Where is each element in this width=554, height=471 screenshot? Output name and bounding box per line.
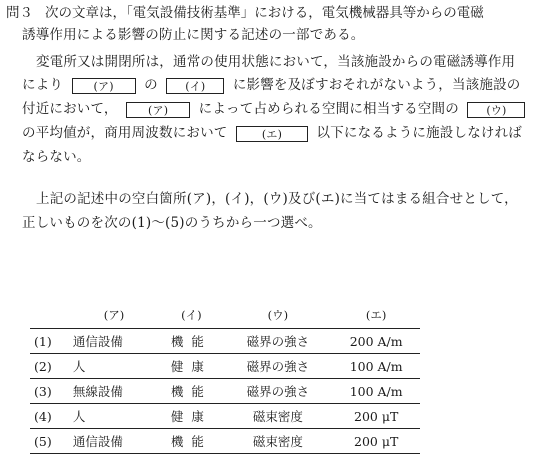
choice-number: (2) <box>30 354 69 379</box>
table-row[interactable] <box>30 329 420 354</box>
question-line-2: 誘導作用による影響の防止に関する記述の一部である。 <box>22 27 365 43</box>
cell-a: 無線設備 <box>69 379 159 404</box>
cell-e: 100 A/m <box>332 354 420 379</box>
cell-u: 磁束密度 <box>224 404 333 429</box>
cell-e: 100 A/m <box>332 379 420 404</box>
question-number: 問３ <box>6 5 33 21</box>
passage-line-5: ならない。 <box>22 149 91 165</box>
choice-number: (1) <box>30 329 69 354</box>
cell-a: 通信設備 <box>69 329 159 354</box>
passage-text: により <box>22 77 64 93</box>
question-line-1: 次の文章は，「電気設備技術基準」における，電気機械器具等からの電磁 <box>45 5 484 21</box>
table-row[interactable] <box>30 404 420 429</box>
answer-choices-table <box>30 302 420 454</box>
choice-number: (3) <box>30 379 69 404</box>
table-row[interactable] <box>30 379 420 404</box>
passage-text: 付近において， <box>22 101 118 117</box>
header-cell: (イ) <box>159 302 223 329</box>
passage-text: の <box>144 77 158 93</box>
passage-line-4 <box>22 124 522 142</box>
blank-u: (ウ) <box>467 102 525 118</box>
blank-a: (ア) <box>72 78 136 94</box>
table-header-row <box>30 302 420 329</box>
choice-number: (5) <box>30 429 69 454</box>
header-cell: (エ) <box>332 302 420 329</box>
cell-i: 健康 <box>159 404 223 429</box>
blank-i: (イ) <box>166 78 224 94</box>
header-cell <box>30 302 69 329</box>
instruction-line-1: 上記の記述中の空白箇所(ア)，(イ)，(ウ)及び(エ)に当てはまる組合せとして， <box>36 191 518 207</box>
passage-line-2 <box>22 76 521 94</box>
blank-e: (エ) <box>236 126 308 142</box>
cell-u: 磁界の強さ <box>224 329 333 354</box>
cell-a: 人 <box>69 404 159 429</box>
choice-number: (4) <box>30 404 69 429</box>
blank-a: (ア) <box>126 102 190 118</box>
cell-i: 機能 <box>159 429 223 454</box>
table-row[interactable] <box>30 429 420 454</box>
cell-a: 通信設備 <box>69 429 159 454</box>
cell-i: 機能 <box>159 379 223 404</box>
question-header <box>6 4 484 22</box>
passage-line-3 <box>22 100 529 118</box>
cell-u: 磁束密度 <box>224 429 333 454</box>
passage-text: に影響を及ぼすおそれがないよう，当該施設の <box>232 77 521 93</box>
instruction-line-2: 正しいものを次の(1)～(5)のうちから一つ選べ。 <box>22 215 322 231</box>
cell-e: 200 A/m <box>332 329 420 354</box>
passage-line-1: 変電所又は開閉所は，通常の使用状態において，当該施設からの電磁誘導作用 <box>36 54 516 70</box>
table-row[interactable] <box>30 354 420 379</box>
passage-text: によって占められる空間に相当する空間の <box>198 101 459 117</box>
cell-u: 磁界の強さ <box>224 354 333 379</box>
cell-i: 健康 <box>159 354 223 379</box>
header-cell: (ア) <box>69 302 159 329</box>
passage-text: の平均値が，商用周波数において <box>22 125 228 141</box>
passage-text: 以下になるように施設しなければ <box>316 125 522 141</box>
cell-u: 磁界の強さ <box>224 379 333 404</box>
cell-i: 機能 <box>159 329 223 354</box>
header-cell: (ウ) <box>224 302 333 329</box>
cell-e: 200 μT <box>332 404 420 429</box>
cell-e: 200 μT <box>332 429 420 454</box>
cell-a: 人 <box>69 354 159 379</box>
